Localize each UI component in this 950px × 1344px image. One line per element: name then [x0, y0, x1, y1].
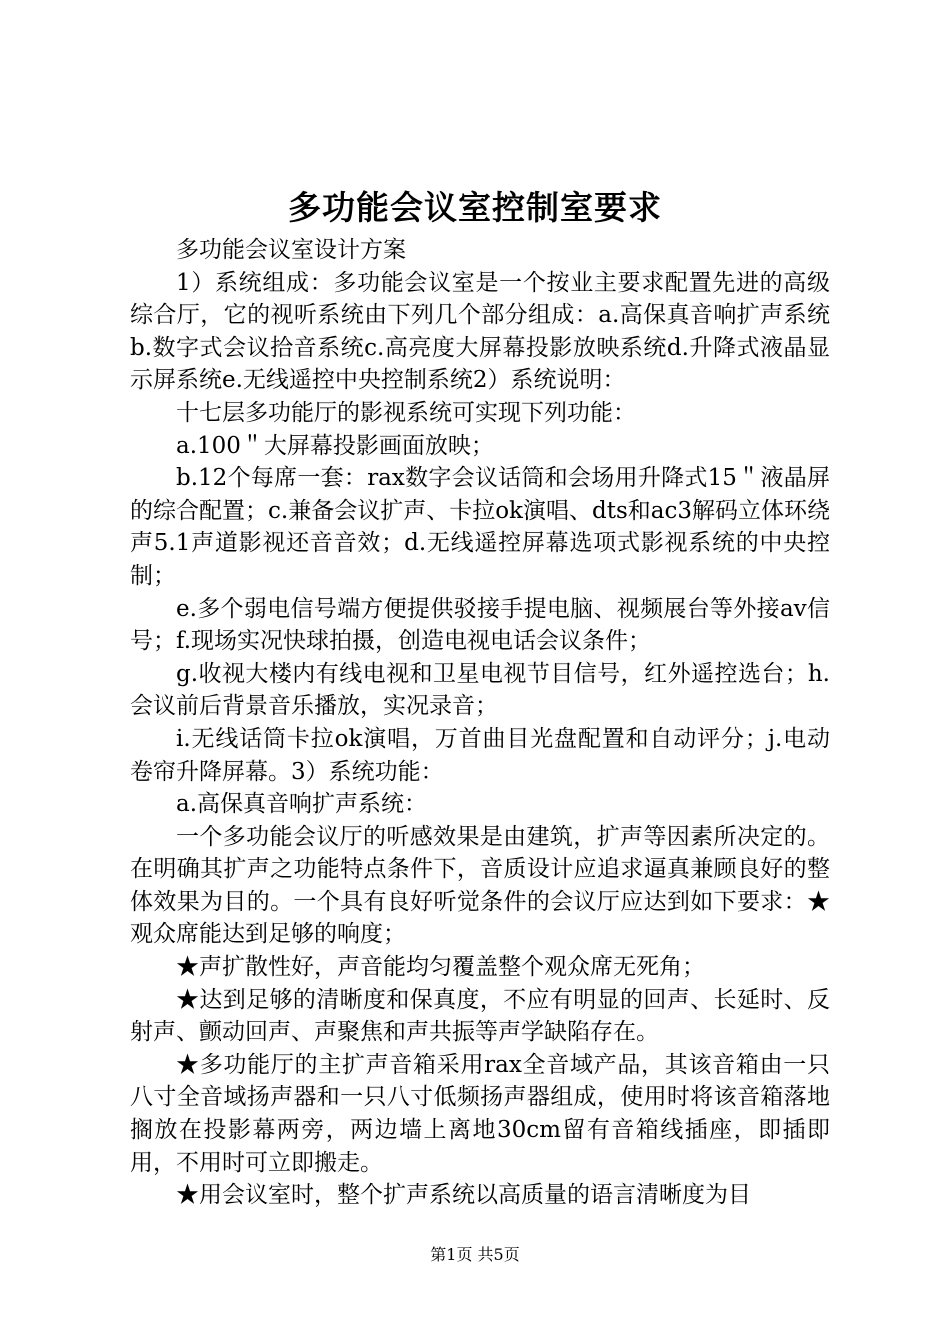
document-body [130, 234, 830, 1212]
paragraph-star-diffusion: ★声扩散性好，声音能均匀覆盖整个观众席无死角； [176, 954, 705, 981]
paragraph-star-speakers: ★多功能厅的主扩声音箱采用rax全音域产品，其该音箱由一只八寸全音域扬声器和一只八寸低频扬声器组成，使用时将该音箱落地搁放在投影幕两旁，两边墙上离地30cm留有音箱线插座，即插即用，不用时可立即搬走。 [130, 1051, 830, 1176]
paragraph-star-meeting-use: ★用会议室时，整个扩声系统以高质量的语言清晰度为目 [176, 1182, 751, 1209]
page-footer: 第1页 共5页 [430, 1245, 520, 1264]
paragraph-functions-intro: 十七层多功能厅的影视系统可实现下列功能： [176, 399, 636, 426]
paragraph-item-e-f: e.多个弱电信号端方便提供驳接手提电脑、视频展台等外接av信号；f.现场实况快球拍摄，创造电视电话会议条件； [130, 595, 830, 655]
paragraph-system-composition: 1）系统组成：多功能会议室是一个按业主要求配置先进的高级综合厅，它的视听系统由下列几个部分组成：a.高保真音响扩声系统b.数字式会议拾音系统c.高亮度大屏幕投影放映系统d.升降式液晶显示屏系统e.无线遥控中央控制系统2）系统说明： [130, 269, 830, 394]
paragraph-star-clarity: ★达到足够的清晰度和保真度，不应有明显的回声、长延时、反射声、颤动回声、声聚焦和声共振等声学缺陷存在。 [130, 986, 830, 1046]
paragraph-audio-system-heading: a.高保真音响扩声系统： [176, 791, 428, 818]
paragraph-item-g-h: g.收视大楼内有线电视和卫星电视节目信号，红外遥控选台；h.会议前后背景音乐播放，实况录音； [130, 660, 830, 720]
paragraph-design-plan: 多功能会议室设计方案 [176, 237, 406, 263]
paragraph-item-i-j: i.无线话筒卡拉ok演唱，万首曲目光盘配置和自动评分；j.电动卷帘升降屏幕。3）系统功能： [130, 725, 830, 785]
document-title: 多功能会议室控制室要求 [288, 188, 662, 227]
paragraph-item-a: a.100＂大屏幕投影画面放映； [176, 432, 494, 459]
paragraph-audio-requirements: 一个多功能会议厅的听感效果是由建筑，扩声等因素所决定的。在明确其扩声之功能特点条件下，音质设计应追求逼真兼顾良好的整体效果为目的。一个具有良好听觉条件的会议厅应达到如下要求：★观众席能达到足够的响度； [130, 823, 830, 948]
paragraph-item-b-d: b.12个每席一套：rax数字会议话筒和会场用升降式15＂液晶屏的综合配置；c.兼备会议扩声、卡拉ok演唱、dts和ac3解码立体环绕声5.1声道影视还音音效；d.无线遥控屏幕选项式影视系统的中央控制； [130, 465, 830, 589]
